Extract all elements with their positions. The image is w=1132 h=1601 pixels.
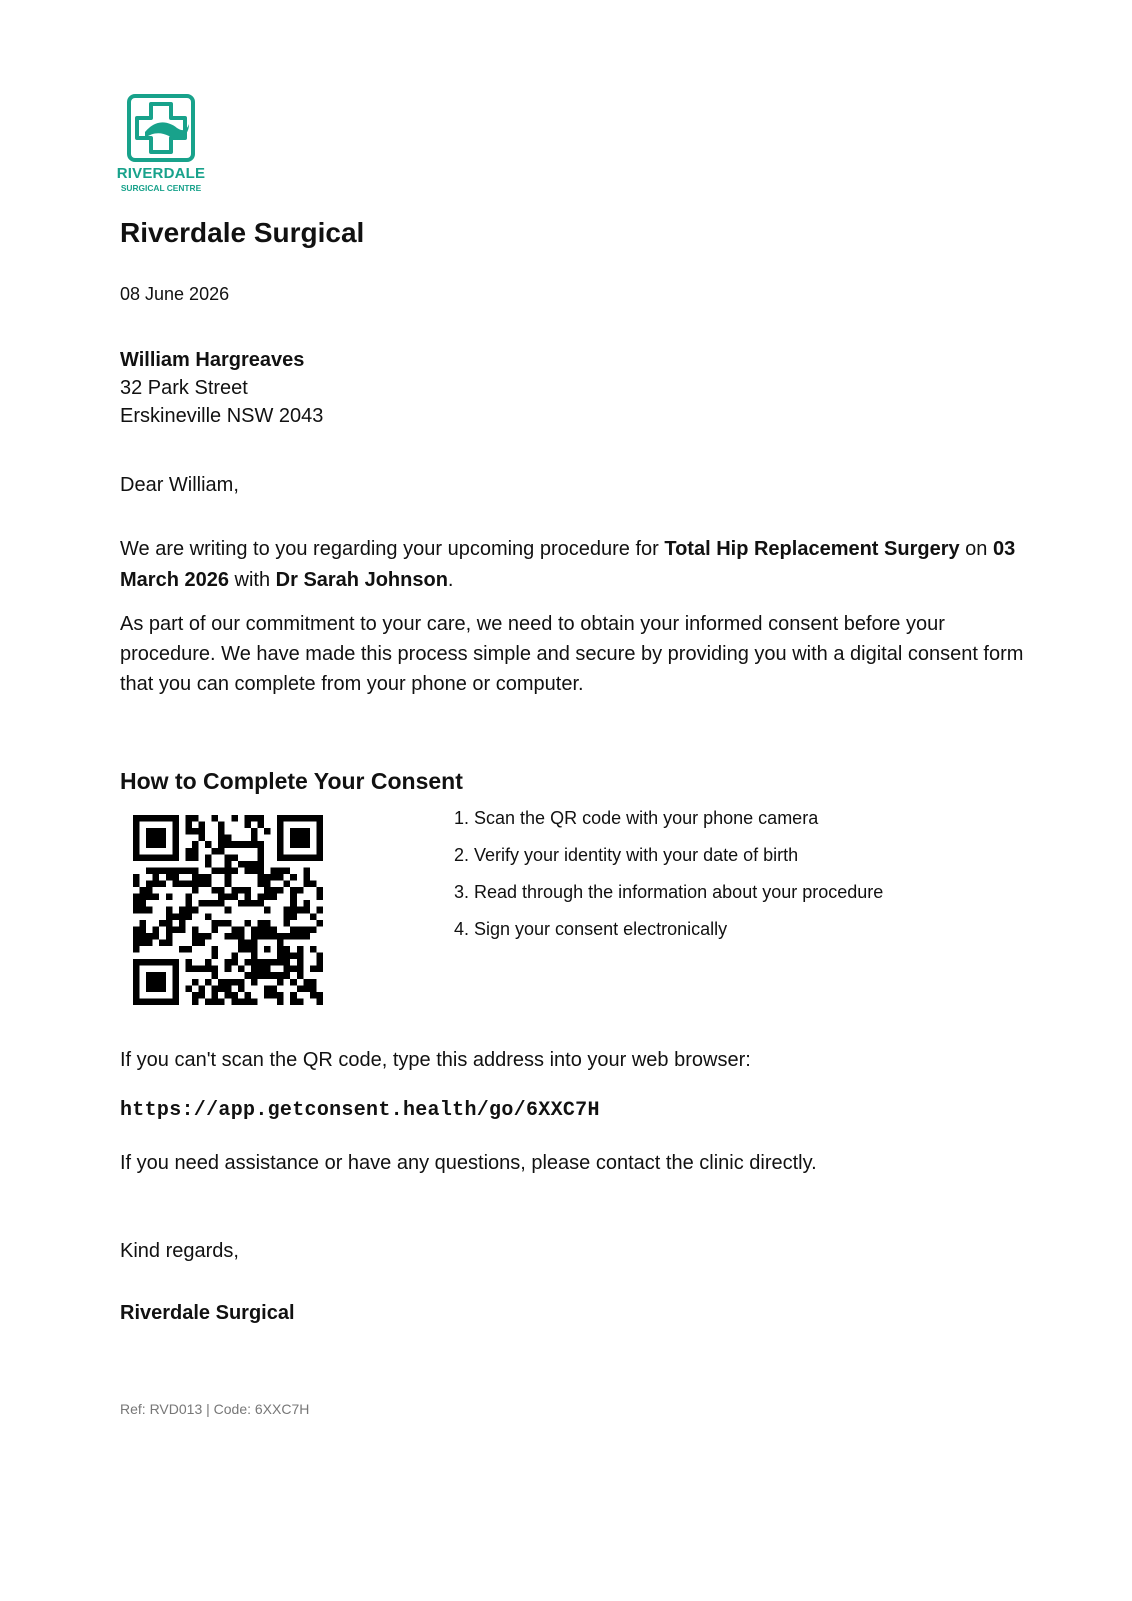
logo-wordmark: RIVERDALE (116, 165, 206, 182)
procedure-paragraph (120, 534, 1020, 596)
step-item: 4. Sign your consent electronically (454, 919, 728, 939)
logo-subtitle: SURGICAL CENTRE (120, 183, 202, 193)
consent-url-link[interactable]: https://app.getconsent.health/go/6XXC7H (120, 1099, 600, 1122)
closing: Kind regards, (120, 1240, 239, 1262)
procedure-date: 03 March 2026 (120, 538, 1016, 591)
salutation: Dear William, (120, 474, 239, 496)
fallback-instructions: If you can't scan the QR code, type this address into your web browser: (120, 1049, 751, 1071)
recipient-name: William Hargreaves (120, 349, 305, 371)
recipient-street: 32 Park Street (120, 377, 248, 399)
procedure-text-1: We are writing to you regarding your upcoming procedure for (120, 538, 665, 560)
recipient-suburb: Erskineville NSW 2043 (120, 405, 324, 427)
step-item: 1. Scan the QR code with your phone camera (454, 808, 819, 828)
procedure-text-2: on (959, 538, 993, 560)
step-item: 2. Verify your identity with your date of birth (454, 845, 799, 865)
clinic-logo (110, 92, 218, 200)
recipient-address (120, 346, 323, 430)
signoff: Riverdale Surgical (120, 1302, 295, 1324)
letter-date: 08 June 2026 (120, 284, 230, 304)
reference-code: Ref: RVD013 | Code: 6XXC7H (120, 1401, 310, 1417)
medical-cross-wave-icon (127, 94, 195, 162)
doctor-name: Dr Sarah Johnson (275, 569, 448, 591)
procedure-text-4: . (447, 569, 454, 591)
assistance-paragraph: If you need assistance or have any questions, please contact the clinic directly. (120, 1152, 817, 1174)
qr-code-icon[interactable] (133, 815, 323, 1005)
letter-heading: Riverdale Surgical (120, 217, 365, 248)
section-title: How to Complete Your Consent (120, 768, 463, 794)
step-item: 3. Read through the information about your procedure (454, 882, 884, 902)
procedure-name: Total Hip Replacement Surgery (664, 538, 960, 560)
consent-steps (454, 806, 883, 954)
procedure-text-3: with (228, 569, 276, 591)
consent-paragraph: As part of our commitment to your care, we need to obtain your informed consent before your procedure. We have made this process simple and secure by providing you with a digital consent form that you can complete from your phone or computer. (120, 613, 1024, 695)
